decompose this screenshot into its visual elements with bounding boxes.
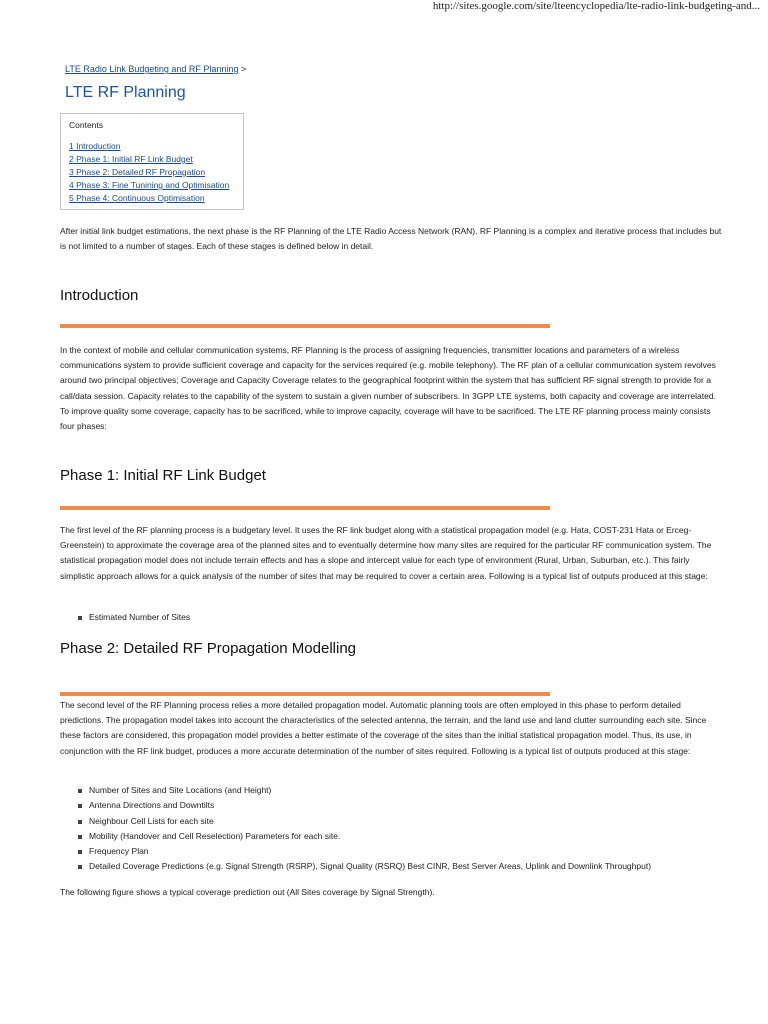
section-divider-phase-1 (60, 506, 550, 510)
page-url-header: http://sites.google.com/site/lteencyclopedia/lte-radio-link-budgeting-and... (432, 0, 760, 12)
phase-1-outputs-list (60, 610, 190, 625)
toc-link-introduction[interactable]: 1 Introduction (69, 141, 121, 151)
phase-2-outputs-list (60, 783, 651, 875)
list-item: Neighbour Cell Lists for each site (60, 814, 651, 829)
page-title: LTE RF Planning (65, 84, 186, 101)
section-heading-introduction: Introduction (60, 287, 139, 304)
figure-intro-paragraph: The following figure shows a typical coverage prediction out (All Sites coverage by Signal Strength). (60, 887, 435, 897)
list-item: Estimated Number of Sites (60, 610, 190, 625)
list-item: Detailed Coverage Predictions (e.g. Signal Strength (RSRP), Signal Quality (RSRQ) Best CINR, Best Server Areas, Uplink and Downlink Throughput) (60, 859, 651, 874)
list-item: Antenna Directions and Downtilts (60, 798, 651, 813)
breadcrumb-separator: > (240, 64, 247, 74)
section-divider-introduction (60, 324, 550, 328)
toc-link-phase-3[interactable]: 4 Phase 3: Fine Tunining and Optimisation (69, 180, 230, 190)
breadcrumb (65, 64, 246, 74)
list-item: Frequency Plan (60, 844, 651, 859)
phase-1-paragraph: The first level of the RF planning process is a budgetary level. It uses the RF link budget along with a statistical propagation model (e.g. Hata, COST-231 Hata or Erceg-Greenstein) to approximate the coverage area of the planned sites and to eventually determine how many sites are required for the particular RF communication system. The statistical propagation model does not include terrain effects and has a slope and intercept value for each type of environment (Rural, Urban, Suburban, etc.). This fairly simplistic approach allows for a quick analysis of the number of sites that may be required to cover a certain area. Following is a typical list of outputs produced at this stage: (60, 525, 712, 581)
toc-link-phase-4[interactable]: 5 Phase 4: Continuous Optimisation (69, 193, 205, 203)
toc-link-phase-2[interactable]: 3 Phase 2: Detailed RF Propagation (69, 167, 206, 177)
list-item: Number of Sites and Site Locations (and Height) (60, 783, 651, 798)
intro-paragraph: After initial link budget estimations, the next phase is the RF Planning of the LTE Radio Access Network (RAN). RF Planning is a complex and iterative process that includes but is not limited to a number of stages. Each of these stages is defined below in detail. (60, 226, 722, 252)
toc-list (69, 140, 235, 205)
section-divider-phase-2 (60, 692, 550, 696)
toc-title: Contents (69, 120, 104, 130)
list-item: Mobility (Handover and Cell Reselection) Parameters for each site. (60, 829, 651, 844)
phase-2-paragraph: The second level of the RF Planning process relies a more detailed propagation model. Automatic planning tools are often employed in this phase to perform detailed predictions. The propagation model takes into account the characteristics of the selected antenna, the terrain, and the land use and land clutter surrounding each site. Since these factors are considered, this propagation model provides a better estimate of the coverage of the sites than the initial statistical propagation model. Thus, its use, in conjunction with the RF link budget, produces a more accurate determination of the number of sites required. Following is a typical list of outputs produced at this stage: (60, 700, 707, 756)
introduction-paragraph: In the context of mobile and cellular communication systems, RF Planning is the process of assigning frequencies, transmitter locations and parameters of a wireless communications system to provide sufficient coverage and capacity for the services required (e.g. mobile telephony). The RF plan of a cellular communication system revolves around two principal objectives; Coverage and Capacity Coverage relates to the geographical footprint within the system that has sufficient RF signal strength to provide for a call/data session. Capacity relates to the capability of the system to sustain a given number of subscribers. In 3GPP LTE systems, both capacity and coverage are interrelated. To improve quality some coverage, capacity has to be sacrificed, while to improve capacity, coverage will have to be sacrificed. The LTE RF planning process mainly consists four phases: (60, 345, 716, 432)
toc-link-phase-1[interactable]: 2 Phase 1: Initial RF Link Budget (69, 154, 193, 164)
section-heading-phase-2: Phase 2: Detailed RF Propagation Modelling (60, 640, 357, 657)
table-of-contents (60, 113, 244, 210)
breadcrumb-link-lte-radio-link-budgeting[interactable]: LTE Radio Link Budgeting and RF Planning (65, 64, 239, 74)
section-heading-phase-1: Phase 1: Initial RF Link Budget (60, 467, 266, 484)
